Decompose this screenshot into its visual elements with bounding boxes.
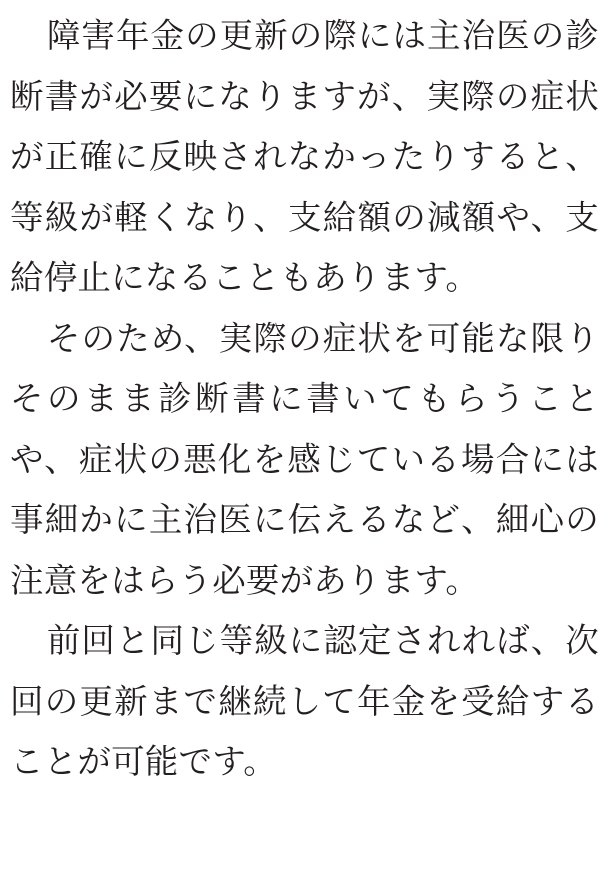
paragraph-3: 前回と同じ等級に認定されれば、次回の更新まで継続して年金を受給することが可能です。 [10, 621, 599, 781]
paragraph-1: 障害年金の更新の際には主治医の診断書が必要になりますが、実際の症状が正確に反映されなかったりすると、等級が軽くなり、支給額の減額や、支給停止になることもあります。 [10, 16, 599, 297]
document-body [10, 6, 599, 793]
paragraph-2: そのため、実際の症状を可能な限りそのまま診断書に書いてもらうことや、症状の悪化を感じている場合には事細かに主治医に伝えるなど、細心の注意をはらう必要があります。 [10, 318, 599, 600]
